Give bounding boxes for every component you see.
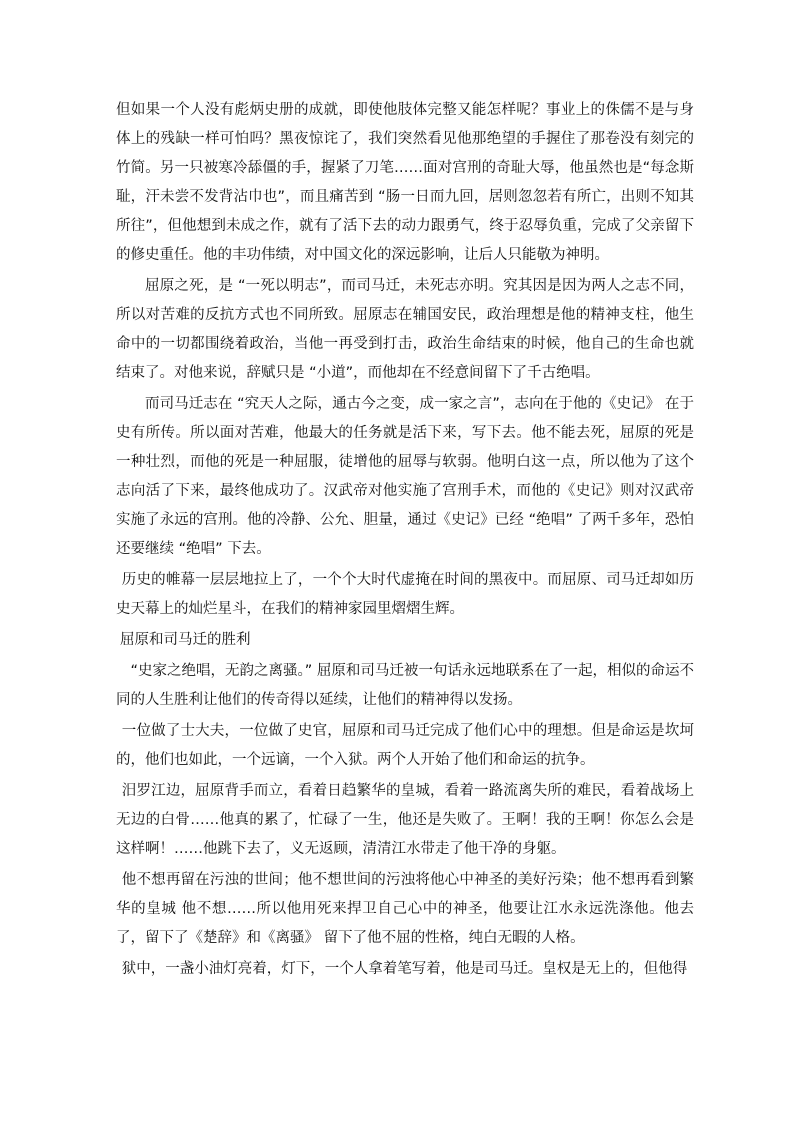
paragraph-historian-quote: “史家之绝唱，无韵之离骚。” 屈原和司马迁被一句话永远地联系在了一起，相似的命运不同的人生胜利让他们的传奇得以延续，让他们的精神得以发扬。 (116, 663, 694, 708)
paragraph-sima-qian-ambition: 但如果一个人没有彪炳史册的成就，即使他肢体完整又能怎样呢？事业上的侏儒不是与身体上的残缺一样可怕吗？黑夜惊诧了，我们突然看见他那绝望的手握住了那卷没有刻完的竹简。另一只被寒冷舔僵的手，握紧了刀笔……面对宫刑的奇耻大辱，他虽然也是“每念斯耻，汗未尝不发背沾巾也”，而且痛苦到 “肠一日而九回，居则忽忽若有所亡，出则不知其所往”，但他想到未成之作，就有了活下去的动力跟勇气，终于忍辱负重，完成了父亲留下的修史重任。他的丰功伟绩，对中国文化的深远影响，让后人只能敬为神明。 (116, 102, 694, 263)
paragraph-miluo-river: 汨罗江边，屈原背手而立，看着日趋繁华的皇城，看着一路流离失所的难民，看着战场上无边的白骨……他真的累了，忙碌了一生，他还是失败了。王啊！我的王啊！你怎么会是这样啊！……他跳下去了，义无返顾，清清江水带走了他干净的身躯。 (116, 783, 694, 857)
paragraph-two-careers: 一位做了士大夫，一位做了史官，屈原和司马迁完成了他们心中的理想。但是命运是坎坷的，他们也如此，一个远谪，一个入狱。两个人开始了他们和命运的抗争。 (116, 723, 694, 768)
paragraph-qu-yuan-death: 屈原之死，是 “一死以明志”，而司马迁，未死志亦明。究其因是因为两人之志不同，所以对苦难的反抗方式也不同所致。屈原志在辅国安民，政治理想是他的精神支柱，他生命中的一切都围绕着政治，当他一再受到打击，政治生命结束的时候，他自己的生命也就结束了。对他来说，辞赋只是 “小道”，而他却在不经意间留下了千古绝唱。 (116, 278, 694, 381)
section-title: 屈原和司马迁的胜利 (120, 632, 251, 648)
paragraph-defend-sanctity: 他不想再留在污浊的世间；他不想世间的污浊将他心中神圣的美好污染；他不想再看到繁华的皇城 他不想……所以他用死来捍卫自己心中的神圣，他要让江水永远洗涤他。他去了，留下了《楚辞》和《离骚》 留下了他不屈的性格，纯白无暇的人格。 (116, 872, 694, 946)
paragraph-sima-qian-will: 而司马迁志在 “究天人之际，通古今之变，成一家之言”，志向在于他的《史记》 在于史有所传。所以面对苦难，他最大的任务就是活下来，写下去。他不能去死，屈原的死是一种壮烈，而他的死是一种屈服，徒增他的屈辱与软弱。他明白这一点，所以他为了这个志向活了下来，最终他成功了。汉武帝对他实施了宫刑手术，而他的《史记》则对汉武帝实施了永远的宫刑。他的冷静、公允、胆量，通过《史记》已经 “绝唱” 了两千多年，恐怕还要继续 “绝唱” 下去。 (116, 396, 694, 557)
document-body (116, 96, 694, 986)
paragraph-history-curtain: 历史的帷幕一层层地拉上了，一个个大时代虚掩在时间的黑夜中。而屈原、司马迁却如历史天幕上的灿烂星斗，在我们的精神家园里熠熠生辉。 (116, 572, 694, 617)
paragraph-prison-lamp: 狱中，一盏小油灯亮着，灯下，一个人拿着笔写着，他是司马迁。皇权是无上的，但他得 (121, 961, 688, 977)
